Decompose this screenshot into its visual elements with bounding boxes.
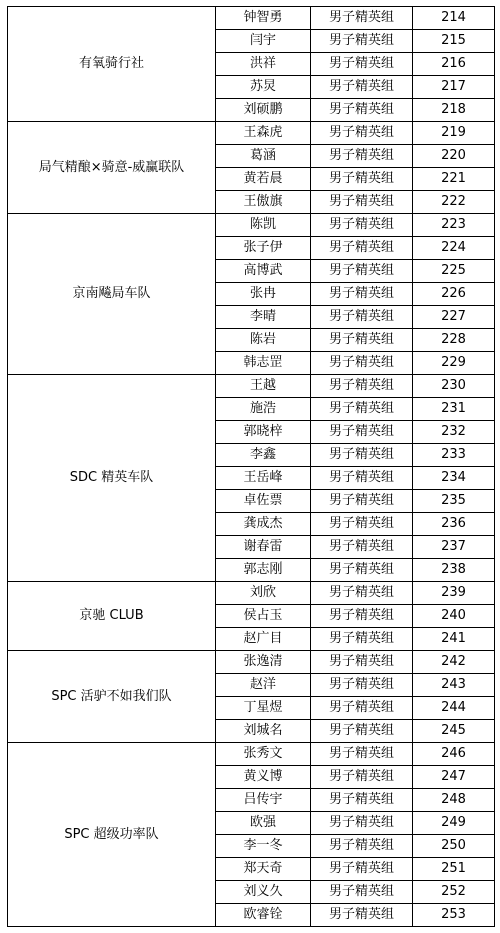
team-name-cell: 局气精酿×骑意-威赢联队 — [8, 122, 216, 214]
group-cell: 男子精英组 — [311, 444, 413, 467]
rider-name-cell: 卓佐票 — [216, 490, 311, 513]
rider-name-cell: 刘义久 — [216, 881, 311, 904]
table-row — [8, 743, 495, 766]
bib-number-cell: 229 — [413, 352, 495, 375]
rider-name-cell: 陈岩 — [216, 329, 311, 352]
group-cell: 男子精英组 — [311, 674, 413, 697]
group-cell: 男子精英组 — [311, 7, 413, 30]
group-cell: 男子精英组 — [311, 605, 413, 628]
rider-name-cell: 谢春雷 — [216, 536, 311, 559]
bib-number-cell: 248 — [413, 789, 495, 812]
group-cell: 男子精英组 — [311, 628, 413, 651]
group-cell: 男子精英组 — [311, 559, 413, 582]
group-cell: 男子精英组 — [311, 421, 413, 444]
rider-name-cell: 李鑫 — [216, 444, 311, 467]
bib-number-cell: 233 — [413, 444, 495, 467]
bib-number-cell: 225 — [413, 260, 495, 283]
bib-number-cell: 228 — [413, 329, 495, 352]
group-cell: 男子精英组 — [311, 122, 413, 145]
bib-number-cell: 249 — [413, 812, 495, 835]
group-cell: 男子精英组 — [311, 835, 413, 858]
bib-number-cell: 240 — [413, 605, 495, 628]
rider-name-cell: 李一冬 — [216, 835, 311, 858]
team-name-cell: 京驰 CLUB — [8, 582, 216, 651]
team-name-cell: SPC 活驴不如我们队 — [8, 651, 216, 743]
bib-number-cell: 224 — [413, 237, 495, 260]
group-cell: 男子精英组 — [311, 467, 413, 490]
bib-number-cell: 237 — [413, 536, 495, 559]
group-cell: 男子精英组 — [311, 697, 413, 720]
group-cell: 男子精英组 — [311, 352, 413, 375]
bib-number-cell: 230 — [413, 375, 495, 398]
group-cell: 男子精英组 — [311, 375, 413, 398]
group-cell: 男子精英组 — [311, 743, 413, 766]
bib-number-cell: 227 — [413, 306, 495, 329]
rider-name-cell: 郑天奇 — [216, 858, 311, 881]
bib-number-cell: 216 — [413, 53, 495, 76]
roster-body — [8, 7, 495, 927]
bib-number-cell: 252 — [413, 881, 495, 904]
bib-number-cell: 234 — [413, 467, 495, 490]
rider-name-cell: 王越 — [216, 375, 311, 398]
rider-name-cell: 侯占玉 — [216, 605, 311, 628]
group-cell: 男子精英组 — [311, 582, 413, 605]
bib-number-cell: 243 — [413, 674, 495, 697]
bib-number-cell: 242 — [413, 651, 495, 674]
bib-number-cell: 244 — [413, 697, 495, 720]
bib-number-cell: 239 — [413, 582, 495, 605]
bib-number-cell: 241 — [413, 628, 495, 651]
rider-name-cell: 刘欣 — [216, 582, 311, 605]
roster-table — [7, 6, 495, 927]
rider-name-cell: 赵洋 — [216, 674, 311, 697]
rider-name-cell: 苏炅 — [216, 76, 311, 99]
team-name-cell: 京南飚局车队 — [8, 214, 216, 375]
rider-name-cell: 赵广目 — [216, 628, 311, 651]
group-cell: 男子精英组 — [311, 99, 413, 122]
rider-name-cell: 丁星煜 — [216, 697, 311, 720]
rider-name-cell: 郭志刚 — [216, 559, 311, 582]
bib-number-cell: 223 — [413, 214, 495, 237]
rider-name-cell: 王森虎 — [216, 122, 311, 145]
group-cell: 男子精英组 — [311, 766, 413, 789]
rider-name-cell: 张冉 — [216, 283, 311, 306]
group-cell: 男子精英组 — [311, 720, 413, 743]
team-name-cell: SPC 超级功率队 — [8, 743, 216, 927]
bib-number-cell: 218 — [413, 99, 495, 122]
bib-number-cell: 246 — [413, 743, 495, 766]
group-cell: 男子精英组 — [311, 237, 413, 260]
rider-name-cell: 刘城名 — [216, 720, 311, 743]
rider-name-cell: 黄若晨 — [216, 168, 311, 191]
rider-name-cell: 李晴 — [216, 306, 311, 329]
rider-name-cell: 洪祥 — [216, 53, 311, 76]
bib-number-cell: 231 — [413, 398, 495, 421]
table-row — [8, 7, 495, 30]
rider-name-cell: 欧睿铨 — [216, 904, 311, 927]
group-cell: 男子精英组 — [311, 789, 413, 812]
group-cell: 男子精英组 — [311, 398, 413, 421]
group-cell: 男子精英组 — [311, 283, 413, 306]
rider-name-cell: 刘硕鹏 — [216, 99, 311, 122]
bib-number-cell: 236 — [413, 513, 495, 536]
rider-name-cell: 王岳峰 — [216, 467, 311, 490]
bib-number-cell: 232 — [413, 421, 495, 444]
group-cell: 男子精英组 — [311, 904, 413, 927]
rider-name-cell: 张秀文 — [216, 743, 311, 766]
team-name-cell: 有氧骑行社 — [8, 7, 216, 122]
group-cell: 男子精英组 — [311, 30, 413, 53]
group-cell: 男子精英组 — [311, 306, 413, 329]
group-cell: 男子精英组 — [311, 881, 413, 904]
rider-name-cell: 张逸清 — [216, 651, 311, 674]
bib-number-cell: 253 — [413, 904, 495, 927]
team-name-cell: SDC 精英车队 — [8, 375, 216, 582]
bib-number-cell: 221 — [413, 168, 495, 191]
rider-name-cell: 施浩 — [216, 398, 311, 421]
bib-number-cell: 219 — [413, 122, 495, 145]
group-cell: 男子精英组 — [311, 214, 413, 237]
group-cell: 男子精英组 — [311, 858, 413, 881]
group-cell: 男子精英组 — [311, 260, 413, 283]
rider-name-cell: 欧强 — [216, 812, 311, 835]
rider-name-cell: 郭晓梓 — [216, 421, 311, 444]
rider-name-cell: 韩志罡 — [216, 352, 311, 375]
rider-name-cell: 闫宇 — [216, 30, 311, 53]
bib-number-cell: 220 — [413, 145, 495, 168]
table-row — [8, 582, 495, 605]
rider-name-cell: 张子伊 — [216, 237, 311, 260]
bib-number-cell: 238 — [413, 559, 495, 582]
rider-name-cell: 吕传宇 — [216, 789, 311, 812]
table-row — [8, 375, 495, 398]
group-cell: 男子精英组 — [311, 145, 413, 168]
group-cell: 男子精英组 — [311, 513, 413, 536]
group-cell: 男子精英组 — [311, 53, 413, 76]
bib-number-cell: 226 — [413, 283, 495, 306]
rider-name-cell: 葛涵 — [216, 145, 311, 168]
bib-number-cell: 247 — [413, 766, 495, 789]
group-cell: 男子精英组 — [311, 329, 413, 352]
rider-name-cell: 王傲旗 — [216, 191, 311, 214]
bib-number-cell: 250 — [413, 835, 495, 858]
bib-number-cell: 215 — [413, 30, 495, 53]
rider-name-cell: 钟智勇 — [216, 7, 311, 30]
group-cell: 男子精英组 — [311, 168, 413, 191]
bib-number-cell: 251 — [413, 858, 495, 881]
table-row — [8, 214, 495, 237]
bib-number-cell: 214 — [413, 7, 495, 30]
group-cell: 男子精英组 — [311, 191, 413, 214]
rider-name-cell: 黄义博 — [216, 766, 311, 789]
table-row — [8, 122, 495, 145]
table-row — [8, 651, 495, 674]
bib-number-cell: 245 — [413, 720, 495, 743]
group-cell: 男子精英组 — [311, 812, 413, 835]
rider-name-cell: 龚成杰 — [216, 513, 311, 536]
group-cell: 男子精英组 — [311, 490, 413, 513]
group-cell: 男子精英组 — [311, 651, 413, 674]
group-cell: 男子精英组 — [311, 536, 413, 559]
bib-number-cell: 217 — [413, 76, 495, 99]
bib-number-cell: 222 — [413, 191, 495, 214]
rider-name-cell: 高博武 — [216, 260, 311, 283]
rider-name-cell: 陈凯 — [216, 214, 311, 237]
group-cell: 男子精英组 — [311, 76, 413, 99]
bib-number-cell: 235 — [413, 490, 495, 513]
